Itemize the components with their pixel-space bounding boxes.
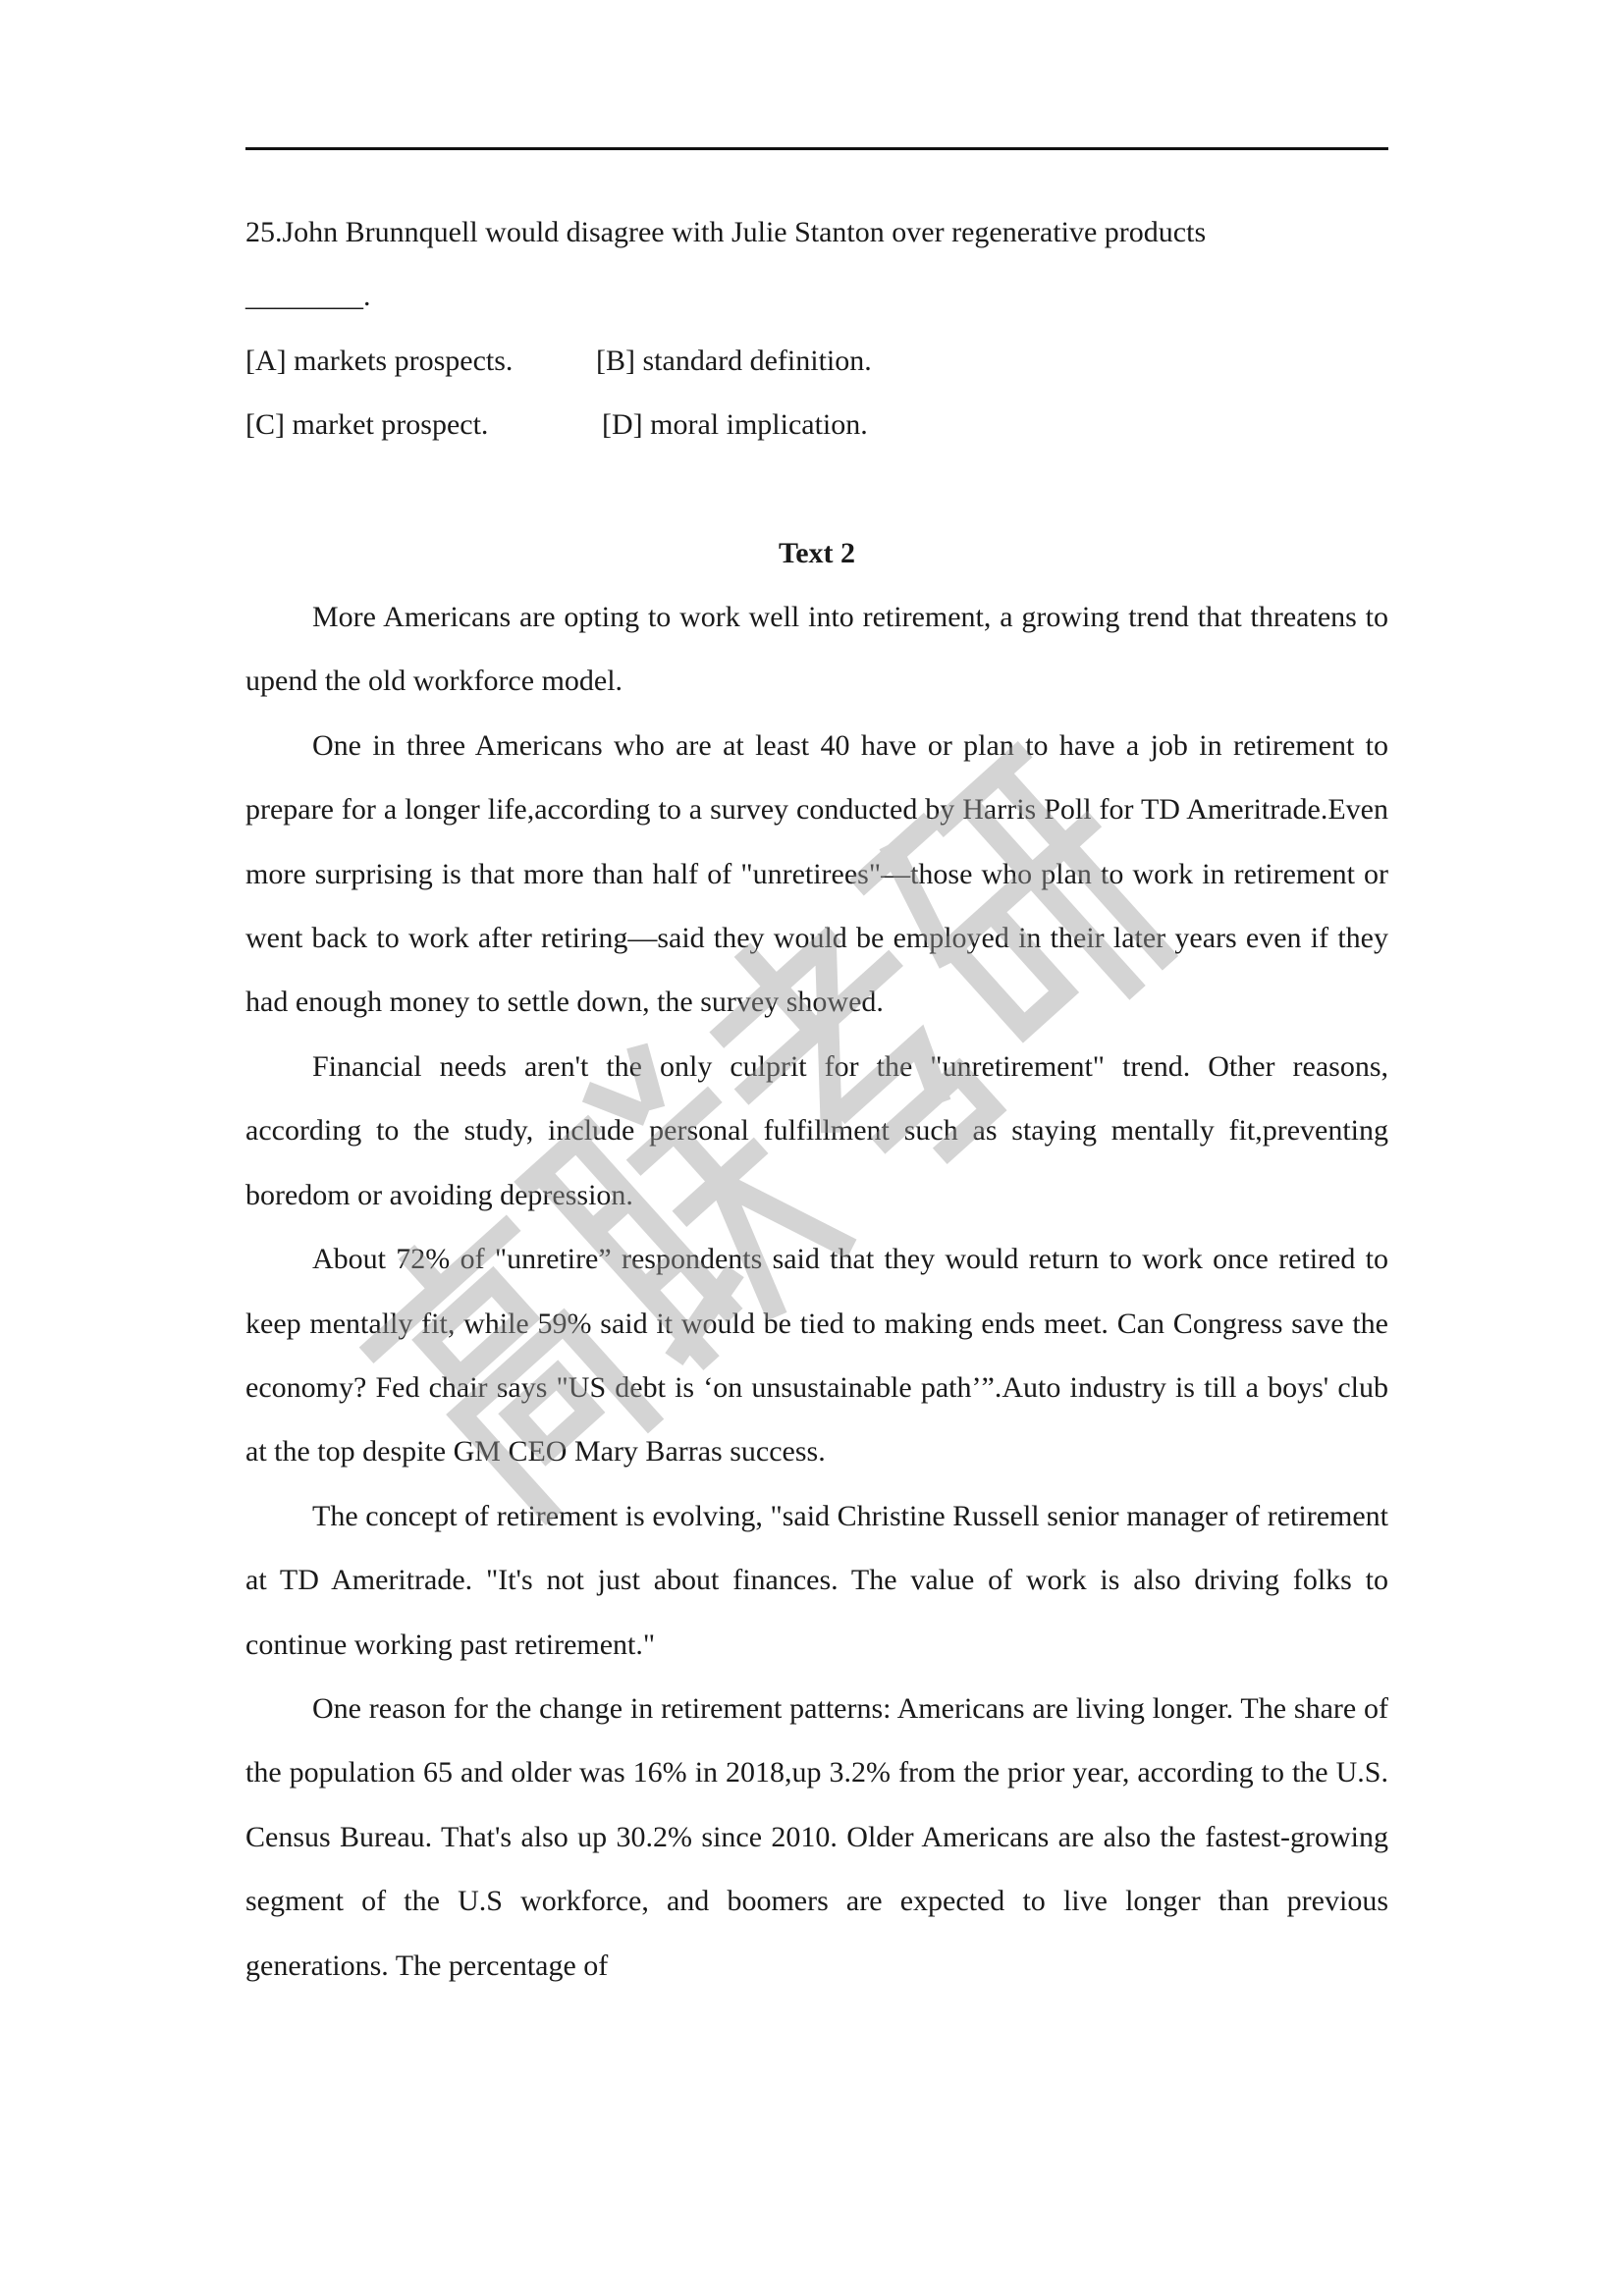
header-rule [245,147,1388,150]
option-a: [A] markets prospects. [245,344,514,377]
paragraph-4: About 72% of "unretire” respondents said that they would return to work once retired to keep mentally fit, while 59% said it would be tied to making ends meet. Can Congress save the economy? Fed chair says "US debt is ‘on unsustainable path’”.Auto industry is till a boys' club at the top despite GM CEO Mary Barras success. [245,1243,1388,1468]
paragraph-3: Financial needs aren't the only culprit for the "unretirement" trend. Other reasons, according to the study, include personal fulfillment such as staying mentally fit,preventing boredom or avoiding depression. [245,1049,1388,1211]
option-d: [D] moral implication. [602,408,868,442]
option-b: [B] standard definition. [596,344,872,377]
question-stem-text: 25.John Brunnquell would disagree with Julie Stanton over regenerative products [245,216,1207,248]
options-row-1 [245,329,1388,393]
paragraph-1: More Americans are opting to work well into retirement, a growing trend that threatens to upend the old workforce model. [245,601,1388,698]
paragraph-6: One reason for the change in retirement patterns: Americans are living longer. The share of the population 65 and older was 16% in 2018,up 3.2% from the prior year, according to the U.S. Census Bureau. That's also up 30.2% since 2010. Older Americans are also the fastest-growing segment of the U.S workforce, and boomers are expected to live longer than previous generations. The percentage of [245,1691,1388,1982]
question-25-stem [245,200,1388,264]
paragraph-5: The concept of retirement is evolving, "said Christine Russell senior manager of retirement at TD Ameritrade. "It's not just about finances. The value of work is also driving folks to continue working past retirement." [245,1499,1388,1661]
section-spacer [245,457,1388,521]
section-title: Text 2 [778,536,856,569]
question-blank: ________. [245,280,371,313]
options-row-2 [245,393,1388,456]
paragraph-2: One in three Americans who are at least 40 have or plan to have a job in retirement to prepare for a longer life,according to a survey conducted by Harris Poll for TD Ameritrade.Even more surprising is that more than half of "unretirees"—those who plan to work in retirement or went back to work after retiring—said they would be employed in their later years even if they had enough money to settle down, the survey showed. [245,728,1388,1019]
page-content [245,200,1388,1998]
option-c: [C] market prospect. [245,408,489,442]
